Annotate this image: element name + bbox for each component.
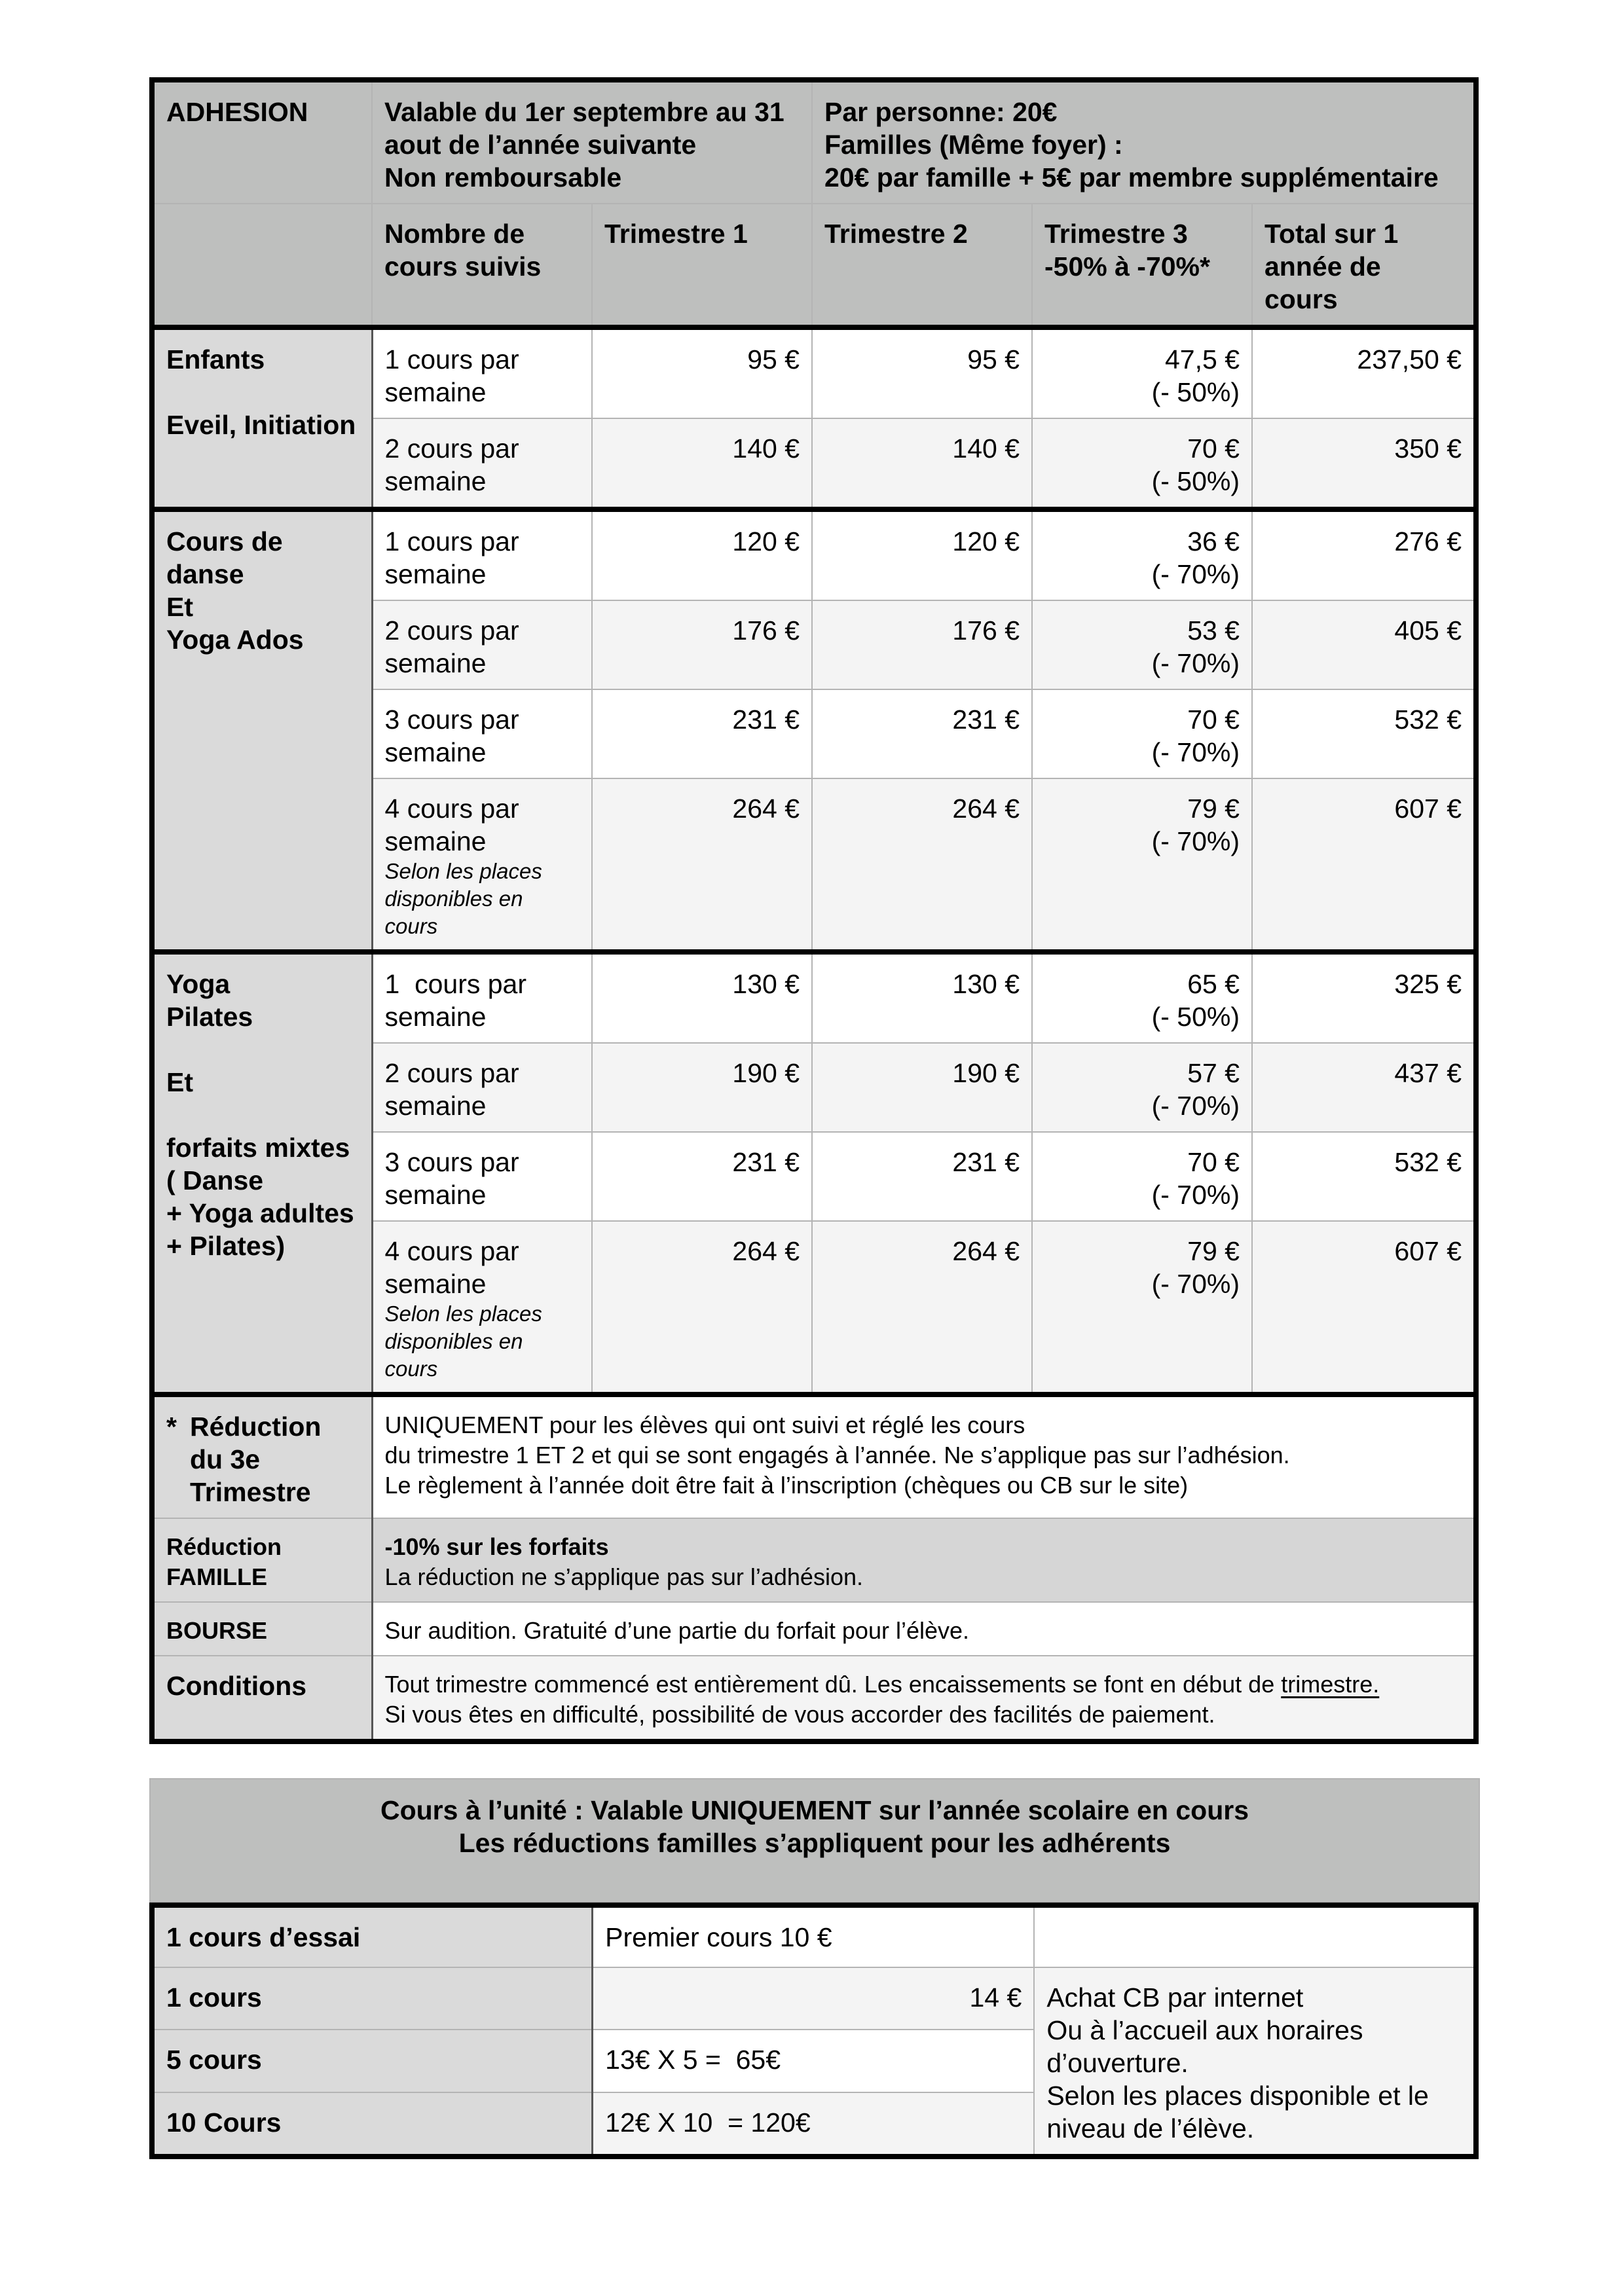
courses-cell: 1 cours par semaine [372, 327, 592, 418]
reduction-famille-row [152, 1518, 1476, 1602]
trimestre-link[interactable]: trimestre. [1281, 1671, 1380, 1698]
header-total: Total sur 1 année de cours [1252, 204, 1476, 327]
t3-price: 70 € (- 70%) [1032, 689, 1252, 778]
table-row [152, 1905, 1476, 1967]
table-row [152, 509, 1476, 600]
unit-price: 14 € [593, 1967, 1035, 2030]
t2-price: 231 € [812, 1132, 1032, 1221]
courses-cell: 1 cours par semaine [372, 509, 592, 600]
t1-price: 95 € [592, 327, 812, 418]
total-price: 607 € [1252, 778, 1476, 952]
adhesion-label: ADHESION [152, 80, 372, 204]
courses-cell: 2 cours par semaine [372, 1043, 592, 1132]
availability-note: Selon les places [384, 859, 542, 883]
bourse-label: BOURSE [152, 1602, 372, 1656]
t2-price: 120 € [812, 509, 1032, 600]
total-price: 437 € [1252, 1043, 1476, 1132]
courses-cell: 1 cours par semaine [372, 952, 592, 1043]
total-price: 532 € [1252, 1132, 1476, 1221]
unit-label: 10 Cours [152, 2092, 593, 2157]
availability-note: Selon les places [384, 1302, 542, 1326]
t1-price: 231 € [592, 689, 812, 778]
t2-price: 95 € [812, 327, 1032, 418]
t3-price: 70 € (- 50%) [1032, 418, 1252, 509]
group-label-danse: Cours de danse Et Yoga Ados [152, 509, 372, 952]
t2-price: 264 € [812, 778, 1032, 952]
conditions-row [152, 1656, 1476, 1741]
header-trimestre-3: Trimestre 3 -50% à -70%* [1032, 204, 1252, 327]
t3-price: 36 € (- 70%) [1032, 509, 1252, 600]
t2-price: 130 € [812, 952, 1032, 1043]
total-price: 607 € [1252, 1221, 1476, 1394]
t1-price: 264 € [592, 778, 812, 952]
t1-price: 231 € [592, 1132, 812, 1221]
t2-price: 176 € [812, 600, 1032, 689]
t1-price: 190 € [592, 1043, 812, 1132]
table-row [152, 327, 1476, 418]
courses-cell: 2 cours par semaine [372, 418, 592, 509]
unit-price: Premier cours 10 € [593, 1905, 1035, 1967]
unit-title-row [150, 1779, 1479, 1902]
total-price: 350 € [1252, 418, 1476, 509]
unit-price: 12€ X 10 = 120€ [593, 2092, 1035, 2157]
courses-cell: 4 cours par semaine Selon les places disponibles en cours [372, 778, 592, 952]
header-empty [152, 204, 372, 327]
t2-price: 140 € [812, 418, 1032, 509]
unit-prices-table [149, 1903, 1479, 2159]
reduction-famille-text: -10% sur les forfaits La réduction ne s’applique pas sur l’adhésion. [372, 1518, 1476, 1602]
courses-cell: 2 cours par semaine [372, 600, 592, 689]
total-price: 276 € [1252, 509, 1476, 600]
t3-price: 47,5 € (- 50%) [1032, 327, 1252, 418]
pricing-table [149, 77, 1479, 1744]
reduction-3e-label: * Réduction du 3e Trimestre [152, 1394, 372, 1518]
t2-price: 231 € [812, 689, 1032, 778]
t2-price: 190 € [812, 1043, 1032, 1132]
table-row [152, 952, 1476, 1043]
t1-price: 130 € [592, 952, 812, 1043]
total-price: 325 € [1252, 952, 1476, 1043]
adhesion-validity: Valable du 1er septembre au 31 aout de l’année suivante Non remboursable [372, 80, 812, 204]
courses-cell: 3 cours par semaine [372, 1132, 592, 1221]
column-header-row [152, 204, 1476, 327]
reduction-famille-label: Réduction FAMILLE [152, 1518, 372, 1602]
t2-price: 264 € [812, 1221, 1032, 1394]
group-label-enfants: Enfants Eveil, Initiation [152, 327, 372, 509]
t3-price: 79 € (- 70%) [1032, 1221, 1252, 1394]
t1-price: 176 € [592, 600, 812, 689]
unit-title: Cours à l’unité : Valable UNIQUEMENT sur l’année scolaire en cours Les réductions familles s’appliquent pour les adhérents [150, 1779, 1479, 1902]
total-price: 405 € [1252, 600, 1476, 689]
group-label-yoga-pilates: Yoga Pilates Et forfaits mixtes ( Danse + Yoga adultes + Pilates) [152, 952, 372, 1394]
reduction-3e-trimestre-row [152, 1394, 1476, 1518]
t3-price: 79 € (- 70%) [1032, 778, 1252, 952]
bourse-row [152, 1602, 1476, 1656]
unit-label: 5 cours [152, 2030, 593, 2092]
adhesion-pricing: Par personne: 20€ Familles (Même foyer) : 20€ par famille + 5€ par membre supplémentaire [812, 80, 1476, 204]
t1-price: 120 € [592, 509, 812, 600]
courses-cell: 3 cours par semaine [372, 689, 592, 778]
courses-cell: 4 cours par semaine Selon les places disponibles en cours [372, 1221, 592, 1394]
t3-price: 70 € (- 70%) [1032, 1132, 1252, 1221]
reduction-3e-text: UNIQUEMENT pour les élèves qui ont suivi et réglé les cours du trimestre 1 ET 2 et qui se sont engagés à l’année. Ne s’applique pas sur l’adhésion. Le règlement à l’année doit être fait à l’inscription (chèques ou CB sur le site) [372, 1394, 1476, 1518]
conditions-text: Tout trimestre commencé est entièrement dû. Les encaissements se font en début de trimestre. Si vous êtes en difficulté, possibilité de vous accorder des facilités de paiement. [372, 1656, 1476, 1741]
header-courses: Nombre de cours suivis [372, 204, 592, 327]
unit-price: 13€ X 5 = 65€ [593, 2030, 1035, 2092]
unit-label: 1 cours d’essai [152, 1905, 593, 1967]
conditions-label: Conditions [152, 1656, 372, 1741]
unit-empty-cell [1034, 1905, 1476, 1967]
unit-label: 1 cours [152, 1967, 593, 2030]
header-trimestre-1: Trimestre 1 [592, 204, 812, 327]
asterisk-icon: * [166, 1412, 177, 1442]
total-price: 532 € [1252, 689, 1476, 778]
t3-price: 57 € (- 70%) [1032, 1043, 1252, 1132]
header-trimestre-2: Trimestre 2 [812, 204, 1032, 327]
table-row [152, 1967, 1476, 2030]
t3-price: 65 € (- 50%) [1032, 952, 1252, 1043]
unit-courses-table [149, 1778, 1480, 1903]
adhesion-row [152, 80, 1476, 204]
total-price: 237,50 € [1252, 327, 1476, 418]
unit-purchase-info: Achat CB par internet Ou à l’accueil aux horaires d’ouverture. Selon les places disponible et le niveau de l’élève. [1034, 1967, 1476, 2157]
t1-price: 140 € [592, 418, 812, 509]
t1-price: 264 € [592, 1221, 812, 1394]
bourse-text: Sur audition. Gratuité d’une partie du forfait pour l’élève. [372, 1602, 1476, 1656]
t3-price: 53 € (- 70%) [1032, 600, 1252, 689]
